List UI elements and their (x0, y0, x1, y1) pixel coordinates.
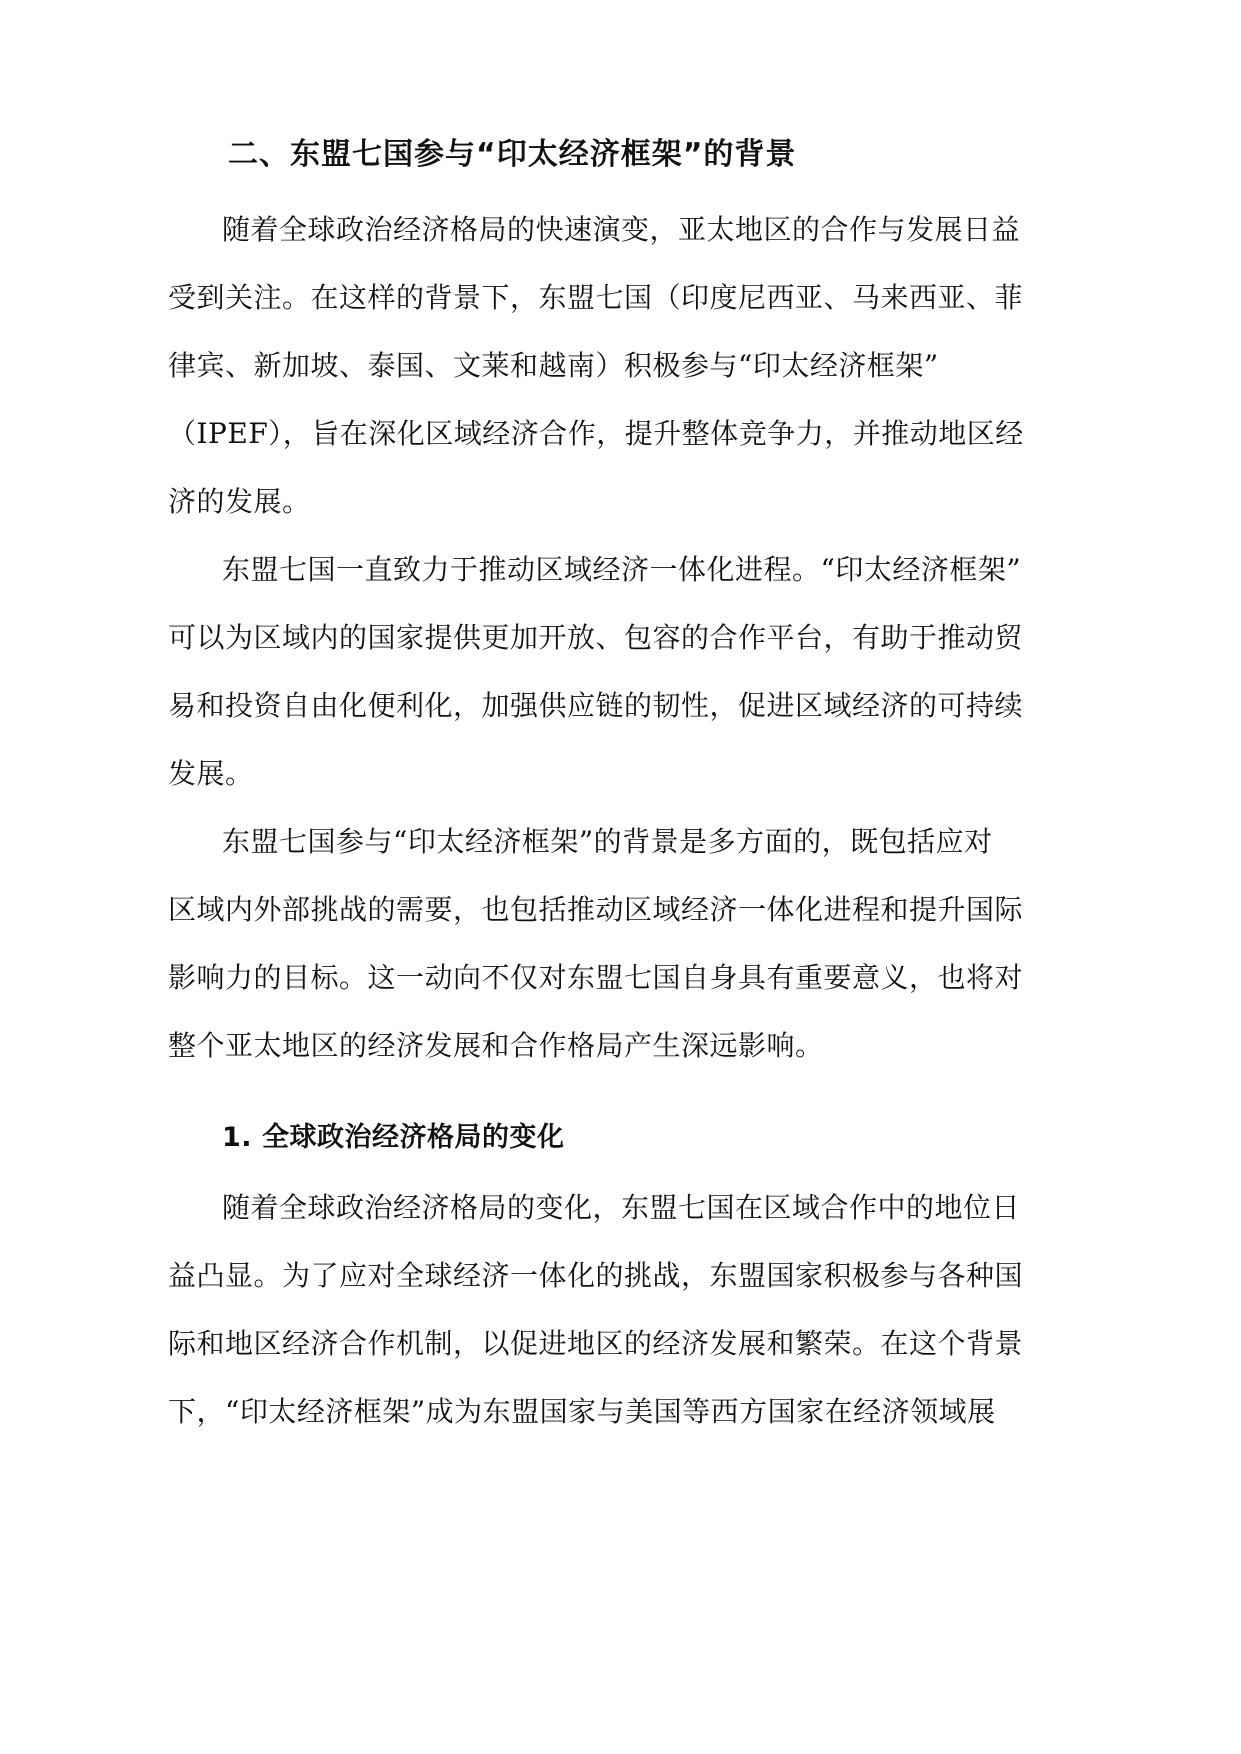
paragraph-3-line-2: 区域内外部挑战的需要，也包括推动区域经济一体化进程和提升国际 (168, 893, 1024, 926)
paragraph-2-line-2: 可以为区域内的国家提供更加开放、包容的合作平台，有助于推动贸 (168, 621, 1024, 654)
paragraph-4-line-4: 下，“印太经济框架”成为东盟国家与美国等西方国家在经济领域展 (168, 1395, 996, 1428)
subsection-title: 1. 全球政治经济格局的变化 (222, 1122, 565, 1153)
paragraph-2-line-1: 东盟七国一直致力于推动区域经济一体化进程。“印太经济框架” (222, 553, 1022, 586)
section-title: 二、东盟七国参与“印太经济框架”的背景 (228, 137, 797, 172)
paragraph-3-line-4: 整个亚太地区的经济发展和合作格局产生深远影响。 (168, 1029, 824, 1062)
paragraph-4-line-1: 随着全球政治经济格局的变化，东盟七国在区域合作中的地位日 (222, 1191, 1021, 1224)
paragraph-3-line-3: 影响力的目标。这一动向不仅对东盟七国自身具有重要意义，也将对 (168, 961, 1024, 994)
paragraph-4-line-3: 际和地区经济合作机制，以促进地区的经济发展和繁荣。在这个背景 (168, 1327, 1024, 1360)
paragraph-1-line-1: 随着全球政治经济格局的快速演变，亚太地区的合作与发展日益 (222, 213, 1021, 246)
paragraph-1-line-2: 受到关注。在这样的背景下，东盟七国（印度尼西亚、马来西亚、菲 (168, 281, 1024, 314)
paragraph-1-line-5: 济的发展。 (168, 485, 311, 518)
paragraph-1-line-3: 律宾、新加坡、泰国、文莱和越南）积极参与“印太经济框架” (168, 349, 939, 382)
paragraph-1-line-4: （IPEF），旨在深化区域经济合作，提升整体竞争力，并推动地区经 (168, 417, 1024, 450)
paragraph-2-line-3: 易和投资自由化便利化，加强供应链的韧性，促进区域经济的可持续 (168, 689, 1024, 722)
paragraph-3-line-1: 东盟七国参与“印太经济框架”的背景是多方面的，既包括应对 (222, 825, 993, 858)
paragraph-2-line-4: 发展。 (168, 757, 254, 790)
paragraph-4-line-2: 益凸显。为了应对全球经济一体化的挑战，东盟国家积极参与各种国 (168, 1259, 1024, 1292)
